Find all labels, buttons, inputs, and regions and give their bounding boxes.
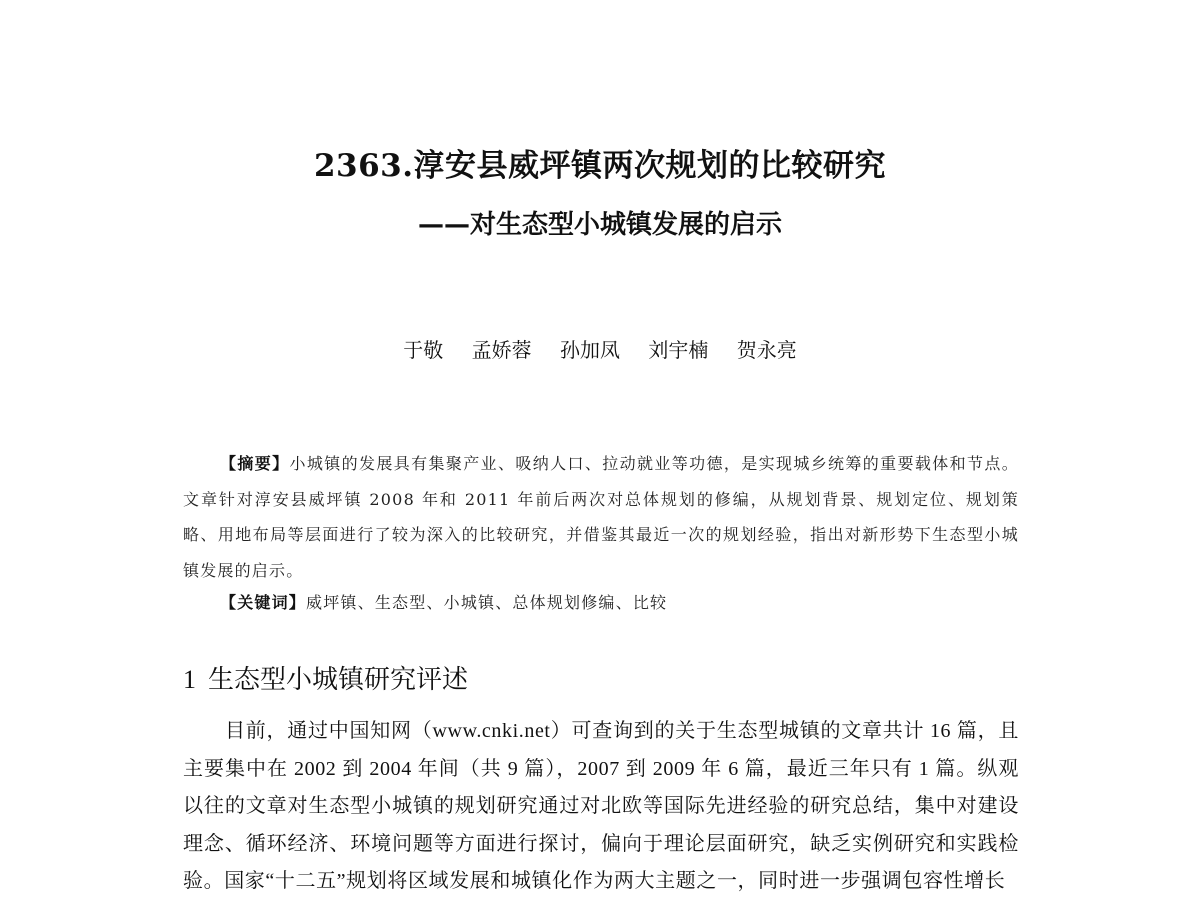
abstract-text: 小城镇的发展具有集聚产业、吸纳人口、拉动就业等功德，是实现城乡统筹的重要载体和节点。文章针对淳安县威坪镇 2008 年和 2011 年前后两次对总体规划的修编，从规划背景、规划定位、规划策略、用地布局等层面进行了较为深入的比较研究，并借鉴其最近一次的规划经验，指出对新形势下生态型小城镇发展的启示。 xyxy=(183,454,1019,580)
author-name: 刘宇楠 xyxy=(648,338,709,362)
abstract xyxy=(183,446,1019,588)
section-heading xyxy=(183,662,468,698)
body-paragraph: 目前，通过中国知网（www.cnki.net）可查询到的关于生态型城镇的文章共计 16 篇，且主要集中在 2002 到 2004 年间（共 9 篇），2007 到 2009 年 6 篇，最近三年只有 1 篇。纵观以往的文章对生态型小城镇的规划研究通过对北欧等国际先进经验的研究总结，集中对建设理念、循环经济、环境问题等方面进行探讨，偏向于理论层面研究，缺乏实例研究和实践检验。国家“十二五”规划将区域发展和城镇化作为两大主题之一，同时进一步强调包容性增长 xyxy=(183,720,1019,892)
author-name: 于敬 xyxy=(403,338,444,362)
paper-subtitle: ——对生态型小城镇发展的启示 xyxy=(417,210,782,240)
keywords-label: 【关键词】 xyxy=(220,593,307,612)
keywords xyxy=(183,585,1019,620)
keywords-text: 威坪镇、生态型、小城镇、总体规划修编、比较 xyxy=(306,593,668,612)
section-title: 生态型小城镇研究评述 xyxy=(208,665,469,695)
author-name: 贺永亮 xyxy=(736,338,797,362)
abstract-label: 【摘要】 xyxy=(220,454,290,473)
author-name: 孙加凤 xyxy=(560,338,620,362)
author-name: 孟娇蓉 xyxy=(471,338,532,362)
author-list xyxy=(0,336,1200,364)
paper-title: 2363.淳安县威坪镇两次规划的比较研究 xyxy=(313,148,887,184)
section-number: 1 xyxy=(183,665,196,694)
